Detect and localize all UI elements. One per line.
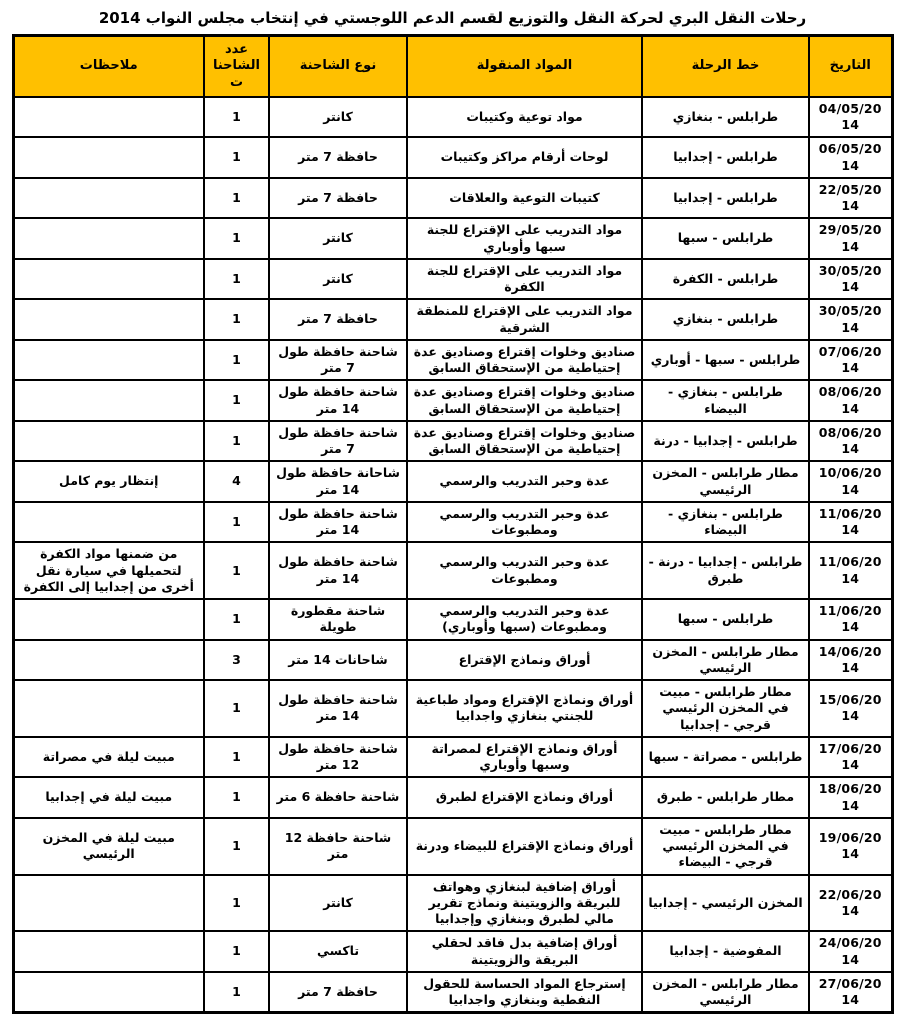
cell-truck: تاكسي xyxy=(269,931,407,972)
cell-notes xyxy=(13,421,204,462)
table-row xyxy=(13,542,892,599)
cell-date: 04/05/2014 xyxy=(809,97,892,138)
cell-count: 1 xyxy=(204,542,269,599)
cell-notes xyxy=(13,178,204,219)
cell-notes xyxy=(13,97,204,138)
cell-truck: شاحنة حافظة طول 12 متر xyxy=(269,737,407,778)
cell-count: 1 xyxy=(204,931,269,972)
cell-notes xyxy=(13,599,204,640)
cell-route: طرابلس - بنغازي xyxy=(642,299,809,340)
cell-count: 1 xyxy=(204,777,269,818)
column-header-materials: المواد المنقولة xyxy=(407,36,642,97)
table-row xyxy=(13,218,892,259)
cell-truck: كانتر xyxy=(269,875,407,932)
cell-truck: شاحنة حافظة طول 14 متر xyxy=(269,542,407,599)
column-header-date: التاريخ xyxy=(809,36,892,97)
cell-count: 4 xyxy=(204,461,269,502)
cell-count: 1 xyxy=(204,259,269,300)
cell-date: 11/06/2014 xyxy=(809,542,892,599)
cell-materials: إسترجاع المواد الحساسة للحقول النفطية وبنغازي واجدابيا xyxy=(407,972,642,1013)
cell-count: 1 xyxy=(204,737,269,778)
cell-date: 06/05/2014 xyxy=(809,137,892,178)
cell-truck: شاحنة حافظة طول 7 متر xyxy=(269,421,407,462)
cell-date: 10/06/2014 xyxy=(809,461,892,502)
cell-notes xyxy=(13,640,204,681)
cell-date: 24/06/2014 xyxy=(809,931,892,972)
cell-count: 1 xyxy=(204,818,269,875)
column-header-route: خط الرحلة xyxy=(642,36,809,97)
cell-notes xyxy=(13,931,204,972)
cell-materials: أوراق إضافية لبنغازي وهواتف للبريقة والزويتينة ونماذج تقرير مالي لطبرق وبنغازي وإجدابيا xyxy=(407,875,642,932)
cell-count: 1 xyxy=(204,421,269,462)
cell-count: 1 xyxy=(204,502,269,543)
cell-materials: أوراق ونماذج الإقتراع لمصراتة وسبها وأوباري xyxy=(407,737,642,778)
cell-route: المخزن الرئيسي - إجدابيا xyxy=(642,875,809,932)
cell-materials: أوراق ونماذج الإقتراع لطبرق xyxy=(407,777,642,818)
cell-count: 1 xyxy=(204,178,269,219)
cell-truck: شاحنة مقطورة طويلة xyxy=(269,599,407,640)
cell-count: 1 xyxy=(204,340,269,381)
table-row xyxy=(13,737,892,778)
cell-date: 19/06/2014 xyxy=(809,818,892,875)
cell-route: طرابلس - سبها xyxy=(642,218,809,259)
table-row xyxy=(13,931,892,972)
cell-route: مطار طرابلس - المخزن الرئيسي xyxy=(642,640,809,681)
cell-route: طرابلس - إجدابيا - درنة xyxy=(642,421,809,462)
cell-route: طرابلس - بنغازي xyxy=(642,97,809,138)
cell-truck: حافظة 7 متر xyxy=(269,972,407,1013)
cell-count: 1 xyxy=(204,380,269,421)
cell-notes xyxy=(13,380,204,421)
table-row xyxy=(13,178,892,219)
cell-materials: صناديق وخلوات إقتراع وصناديق عدة إحتياطية من الإستحقاق السابق xyxy=(407,421,642,462)
table-row xyxy=(13,777,892,818)
table-row xyxy=(13,340,892,381)
cell-truck: حافظة 7 متر xyxy=(269,299,407,340)
cell-date: 08/06/2014 xyxy=(809,380,892,421)
table-row xyxy=(13,380,892,421)
cell-count: 1 xyxy=(204,875,269,932)
cell-date: 30/05/2014 xyxy=(809,259,892,300)
page-title: رحلات النقل البري لحركة النقل والتوزيع لقسم الدعم اللوجستي في إنتخاب مجلس النواب 2014 xyxy=(98,9,807,27)
cell-date: 08/06/2014 xyxy=(809,421,892,462)
cell-route: مطار طرابلس - مبيت في المخزن الرئيسي قرجي - البيضاء xyxy=(642,818,809,875)
cell-truck: كانتر xyxy=(269,259,407,300)
cell-date: 11/06/2014 xyxy=(809,502,892,543)
cell-truck: كانتر xyxy=(269,97,407,138)
table-row xyxy=(13,421,892,462)
cell-materials: أوراق ونماذج الإقتراع xyxy=(407,640,642,681)
column-header-notes: ملاحظات xyxy=(13,36,204,97)
cell-date: 15/06/2014 xyxy=(809,680,892,737)
cell-materials: صناديق وخلوات إقتراع وصناديق عدة إحتياطية من الإستحقاق السابق xyxy=(407,340,642,381)
cell-route: طرابلس - إجدابيا xyxy=(642,137,809,178)
table-header-row xyxy=(13,36,892,97)
cell-materials: مواد التدريب على الإقتراع للمنطقة الشرقية xyxy=(407,299,642,340)
cell-notes xyxy=(13,218,204,259)
cell-count: 1 xyxy=(204,218,269,259)
cell-truck: شاحنة حافظة 6 متر xyxy=(269,777,407,818)
cell-date: 18/06/2014 xyxy=(809,777,892,818)
cell-materials: أوراق ونماذج الإقتراع ومواد طباعية للجنتي بنغازي واجدابيا xyxy=(407,680,642,737)
cell-count: 1 xyxy=(204,97,269,138)
cell-truck: حافظة 7 متر xyxy=(269,137,407,178)
cell-truck: شاحنة حافظة 12 متر xyxy=(269,818,407,875)
cell-date: 27/06/2014 xyxy=(809,972,892,1013)
cell-notes: إنتظار يوم كامل xyxy=(13,461,204,502)
cell-route: طرابلس - سبها xyxy=(642,599,809,640)
cell-count: 1 xyxy=(204,972,269,1013)
cell-truck: حافظة 7 متر xyxy=(269,178,407,219)
cell-truck: شاحنة حافظة طول 7 متر xyxy=(269,340,407,381)
column-header-count: عدد الشاحنات xyxy=(204,36,269,97)
cell-route: طرابلس - سبها - أوباري xyxy=(642,340,809,381)
table-body xyxy=(13,97,892,1013)
cell-materials: عدة وحبر التدريب والرسمي xyxy=(407,461,642,502)
table-row xyxy=(13,972,892,1013)
cell-materials: أوراق إضافية بدل فاقد لحقلي البريقة والزويتينة xyxy=(407,931,642,972)
table-row xyxy=(13,502,892,543)
cell-materials: أوراق ونماذج الإقتراع للبيضاء ودرنة xyxy=(407,818,642,875)
table-row xyxy=(13,680,892,737)
table-row xyxy=(13,259,892,300)
cell-notes: مبيت ليلة في المخزن الرئيسي xyxy=(13,818,204,875)
cell-materials: صناديق وخلوات إقتراع وصناديق عدة إحتياطية من الإستحقاق السابق xyxy=(407,380,642,421)
table-row xyxy=(13,137,892,178)
cell-date: 14/06/2014 xyxy=(809,640,892,681)
cell-truck: شاحنة حافظة طول 14 متر xyxy=(269,380,407,421)
cell-route: طرابلس - إجدابيا xyxy=(642,178,809,219)
table-row xyxy=(13,299,892,340)
cell-date: 07/06/2014 xyxy=(809,340,892,381)
cell-count: 1 xyxy=(204,599,269,640)
cell-route: طرابلس - بنغازي - البيضاء xyxy=(642,380,809,421)
cell-count: 1 xyxy=(204,299,269,340)
cell-notes xyxy=(13,502,204,543)
cell-route: طرابلس - مصراتة - سبها xyxy=(642,737,809,778)
cell-notes xyxy=(13,259,204,300)
cell-materials: لوحات أرقام مراكز وكتيبات xyxy=(407,137,642,178)
cell-route: مطار طرابلس - المخزن الرئيسي xyxy=(642,461,809,502)
cell-route: طرابلس - إجدابيا - درنة - طبرق xyxy=(642,542,809,599)
column-header-truck: نوع الشاحنة xyxy=(269,36,407,97)
cell-notes xyxy=(13,340,204,381)
cell-notes: مبيت ليلة في مصراتة xyxy=(13,737,204,778)
cell-truck: كانتر xyxy=(269,218,407,259)
cell-notes xyxy=(13,680,204,737)
table-row xyxy=(13,875,892,932)
cell-date: 29/05/2014 xyxy=(809,218,892,259)
cell-route: مطار طرابلس - المخزن الرئيسي xyxy=(642,972,809,1013)
cell-truck: شاحنة حافظة طول 14 متر xyxy=(269,680,407,737)
cell-truck: شاحانات 14 متر xyxy=(269,640,407,681)
cell-date: 22/05/2014 xyxy=(809,178,892,219)
table-row xyxy=(13,599,892,640)
cell-materials: مواد التدريب على الإقتراع للجنة سبها وأوباري xyxy=(407,218,642,259)
table-row xyxy=(13,818,892,875)
table-row xyxy=(13,461,892,502)
cell-materials: عدة وحبر التدريب والرسمي ومطبوعات xyxy=(407,502,642,543)
cell-materials: مواد التدريب على الإقتراع للجنة الكفرة xyxy=(407,259,642,300)
cell-notes xyxy=(13,875,204,932)
cell-materials: عدة وحبر التدريب والرسمي ومطبوعات (سبها وأوباري) xyxy=(407,599,642,640)
cell-notes xyxy=(13,137,204,178)
cell-count: 1 xyxy=(204,680,269,737)
cell-date: 17/06/2014 xyxy=(809,737,892,778)
cell-notes: مبيت ليلة في إجدابيا xyxy=(13,777,204,818)
cell-count: 3 xyxy=(204,640,269,681)
cell-date: 11/06/2014 xyxy=(809,599,892,640)
cell-notes xyxy=(13,299,204,340)
cell-route: مطار طرابلس - طبرق xyxy=(642,777,809,818)
cell-truck: شاحنة حافظة طول 14 متر xyxy=(269,502,407,543)
cell-truck: شاحانة حافظة طول 14 متر xyxy=(269,461,407,502)
table-row xyxy=(13,97,892,138)
cell-date: 22/06/2014 xyxy=(809,875,892,932)
cell-route: طرابلس - بنغازي - البيضاء xyxy=(642,502,809,543)
cell-materials: عدة وحبر التدريب والرسمي ومطبوعات xyxy=(407,542,642,599)
cell-route: طرابلس - الكفرة xyxy=(642,259,809,300)
cell-count: 1 xyxy=(204,137,269,178)
cell-notes xyxy=(13,972,204,1013)
cell-notes: من ضمنها مواد الكفرة لتحميلها في سيارة نقل أخرى من إجدابيا إلى الكفرة xyxy=(13,542,204,599)
cell-date: 30/05/2014 xyxy=(809,299,892,340)
cell-materials: مواد توعية وكتيبات xyxy=(407,97,642,138)
cell-materials: كتيبات التوعية والعلاقات xyxy=(407,178,642,219)
table-row xyxy=(13,640,892,681)
trips-table xyxy=(12,34,894,1014)
cell-route: المفوضية - إجدابيا xyxy=(642,931,809,972)
cell-route: مطار طرابلس - مبيت في المخزن الرئيسي قرجي - إجدابيا xyxy=(642,680,809,737)
